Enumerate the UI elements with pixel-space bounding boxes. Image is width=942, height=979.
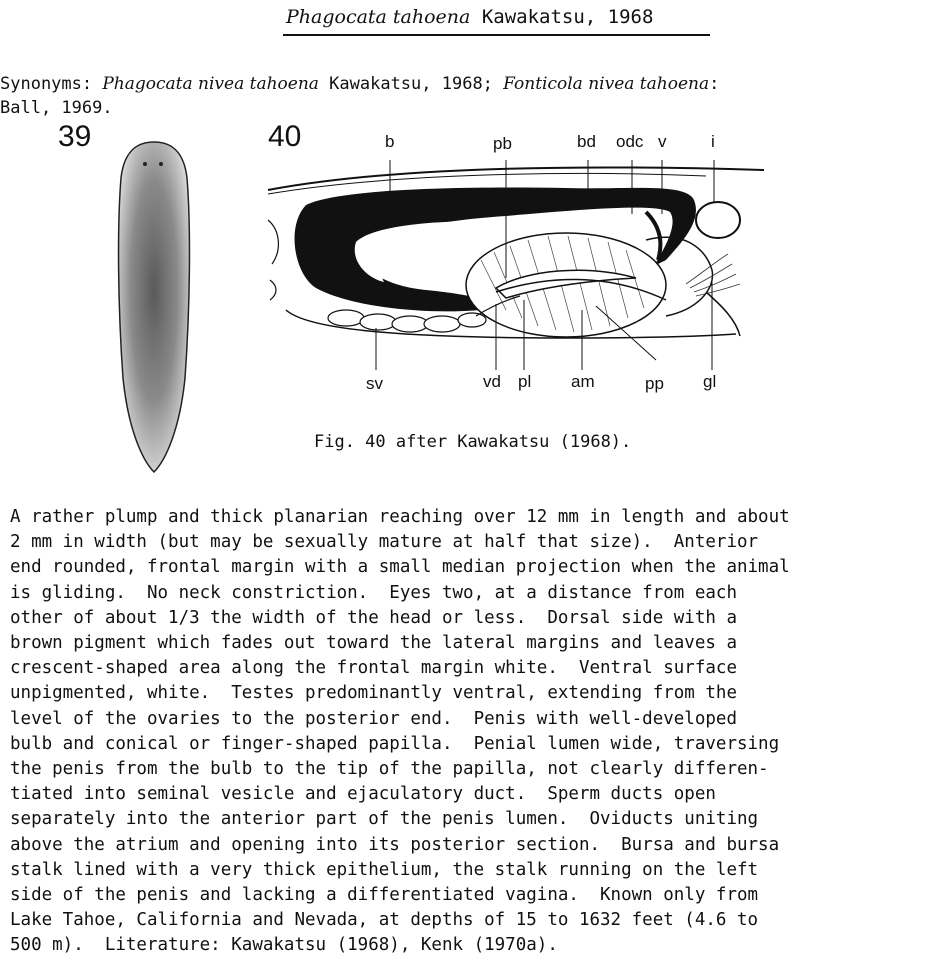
synonyms-label: Synonyms: — [0, 74, 103, 94]
label-bd: bd — [577, 132, 596, 151]
description-line: stalk lined with a very thick epithelium, the stalk running on the left — [10, 859, 759, 880]
description-line: tiated into seminal vesicle and ejaculatory duct. Sperm ducts open — [10, 784, 716, 805]
label-odc: odc — [616, 132, 644, 151]
description-text — [10, 505, 935, 959]
description-line: 500 m). Literature: Kawakatsu (1968), Kenk (1970a). — [10, 935, 558, 956]
figure-40-number: 40 — [268, 120, 302, 153]
label-pp: pp — [645, 374, 664, 393]
description-line: A rather plump and thick planarian reaching over 12 mm in length and about — [10, 507, 790, 527]
label-am: am — [571, 372, 595, 391]
synonym-ref-2: : — [709, 74, 720, 94]
description-line: the penis from the bulb to the tip of the papilla, not clearly differen- — [10, 759, 769, 780]
label-v: v — [658, 132, 667, 151]
description-line: unpigmented, white. Testes predominantly ventral, extending from the — [10, 683, 737, 704]
description-line: crescent-shaped area along the frontal margin white. Ventral surface — [10, 658, 737, 679]
description-line: brown pigment which fades out toward the lateral margins and leaves a — [10, 633, 737, 654]
synonym-name-2: Fonticola nivea tahoena — [503, 74, 710, 94]
synonym-ref-1: Kawakatsu, 1968; — [318, 74, 504, 94]
figure-caption: Fig. 40 after Kawakatsu (1968). — [314, 432, 632, 452]
synonyms-line-1 — [0, 72, 719, 96]
description-line: level of the ovaries to the posterior end. Penis with well-developed — [10, 708, 737, 729]
description-line: is gliding. No neck constriction. Eyes two, at a distance from each — [10, 582, 737, 603]
title-underline — [283, 34, 710, 36]
label-vd: vd — [483, 372, 501, 391]
description-line: bulb and conical or finger-shaped papilla. Penial lumen wide, traversing — [10, 733, 780, 754]
figure-39-number: 39 — [58, 120, 92, 153]
description-line: other of about 1/3 the width of the head or less. Dorsal side with a — [10, 607, 737, 628]
synonyms-line-2: Ball, 1969. — [0, 98, 113, 118]
figure-39-planarian-drawing — [108, 138, 200, 478]
label-i: i — [711, 132, 715, 151]
label-pb: pb — [493, 134, 512, 153]
description-line: end rounded, frontal margin with a small median projection when the animal — [10, 557, 790, 578]
description-line: side of the penis and lacking a differentiated vagina. Known only from — [10, 885, 759, 906]
figure-40-anatomy-drawing — [266, 160, 766, 370]
description-line: 2 mm in width (but may be sexually mature at half that size). Anterior — [10, 532, 759, 553]
label-gl: gl — [703, 372, 717, 391]
synonym-name-1: Phagocata nivea tahoena — [102, 74, 319, 94]
label-b: b — [385, 132, 395, 151]
label-pl: pl — [518, 372, 532, 391]
species-author: Kawakatsu, 1968 — [470, 6, 654, 28]
description-line: Lake Tahoe, California and Nevada, at depths of 15 to 1632 feet (4.6 to — [10, 910, 759, 931]
synonyms-block — [0, 72, 719, 120]
page-title — [286, 6, 653, 28]
description-line: above the atrium and opening into its posterior section. Bursa and bursa — [10, 834, 780, 855]
species-name: Phagocata tahoena — [286, 6, 471, 28]
label-sv: sv — [366, 374, 383, 393]
description-line: separately into the anterior part of the penis lumen. Oviducts uniting — [10, 809, 759, 830]
